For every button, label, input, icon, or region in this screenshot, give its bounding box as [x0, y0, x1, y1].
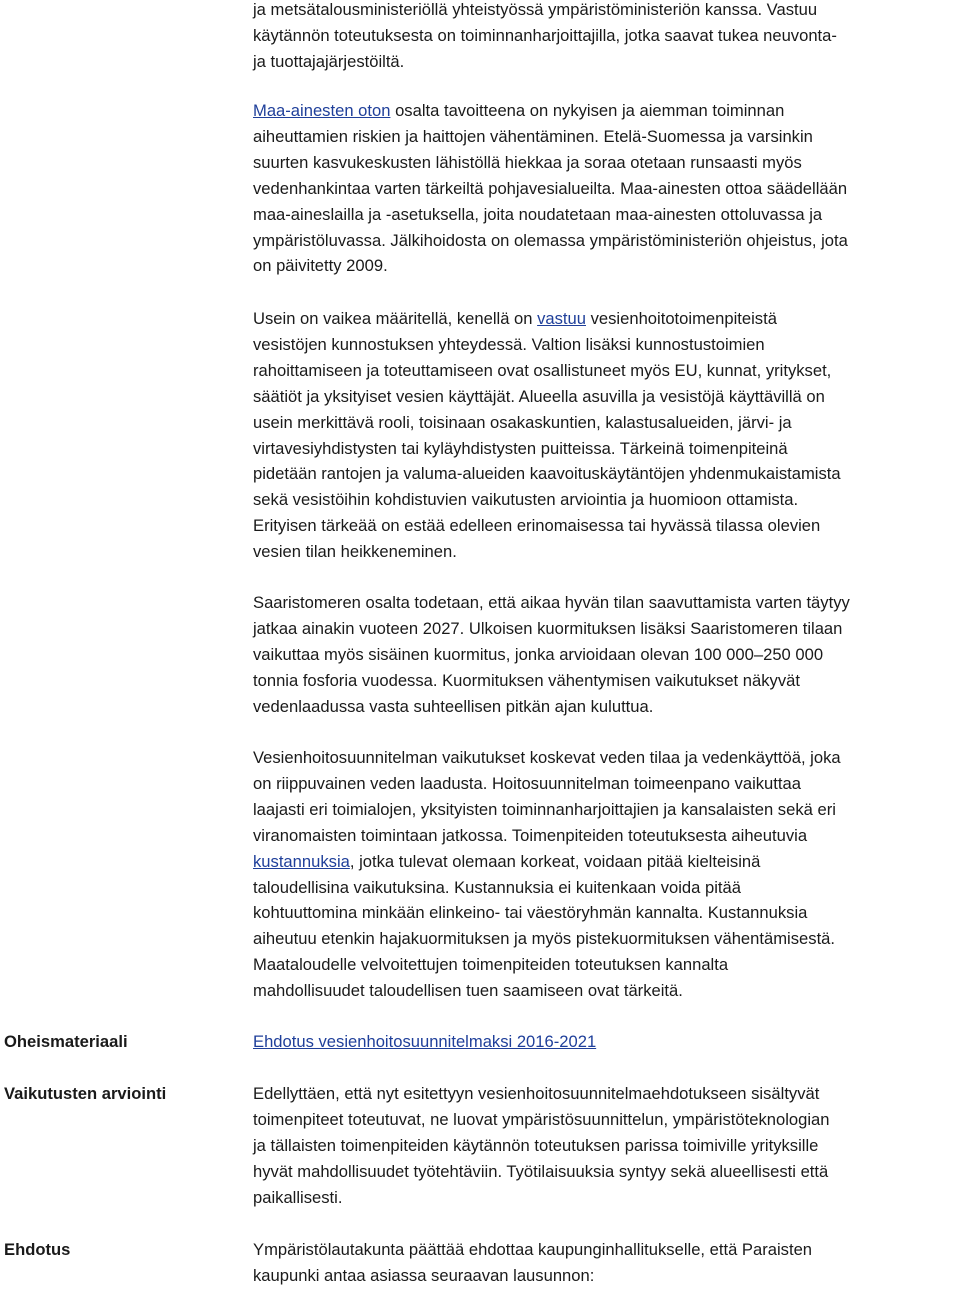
- paragraph-archipelago-sea: [253, 590, 960, 720]
- text-line: [253, 98, 960, 124]
- text-line: ja tällaisten toimenpiteiden käytännön toteutuksen parissa toimiville yrityksille: [253, 1135, 819, 1155]
- text-line: säätiöt ja yksityiset vesien käyttäjät. Alueella asuvilla ja vesistöjä käyttävillä on: [253, 386, 825, 406]
- text-line: Erityisen tärkeää on estää edelleen erinomaisessa tai hyvässä tilassa olevien: [253, 516, 821, 536]
- paragraph-soil-extraction: [253, 98, 960, 279]
- text-line: maa-aineslailla ja -asetuksella, joita noudatetaan maa-ainesten ottoluvassa ja: [253, 204, 823, 224]
- text-line: käytännön toteutuksesta on toiminnanharjoittajilla, jotka saavat tukea neuvonta-: [253, 25, 837, 45]
- text-line: ympäristöluvassa. Jälkihoidosta on olemassa ympäristöministeriön ohjeistus, jota: [253, 230, 848, 250]
- text-line: suurten kasvukeskusten lähistöllä hiekkaa ja soraa otetaan runsaasti myös: [253, 152, 802, 172]
- text-line: toimenpiteet toteutuvat, ne luovat ympäristösuunnittelun, ympäristöteknologian: [253, 1109, 830, 1129]
- text-line: aiheuttamien riskien ja haittojen vähentäminen. Etelä-Suomessa ja varsinkin: [253, 126, 813, 146]
- text-line: jatkaa ainakin vuoteen 2027. Ulkoisen kuormituksen lisäksi Saaristomeren tilaan: [253, 618, 843, 638]
- text-line: vesien tilan heikkeneminen.: [253, 542, 457, 562]
- text-line: vaikuttaa myös sisäinen kuormitus, jonka arvioidaan olevan 100 000–250 000: [253, 644, 824, 664]
- text-fragment: osalta tavoitteena on nykyisen ja aiemman toiminnan: [390, 101, 785, 120]
- text-line: aiheutuu etenkin hajakuormituksen ja myös pistekuormituksen vähentämisestä.: [253, 929, 836, 949]
- text-fragment: Usein on vaikea määritellä, kenellä on: [253, 309, 538, 328]
- paragraph-responsibility: [253, 0, 960, 75]
- paragraph-plan-impacts: [253, 745, 960, 1004]
- text-line: hyvät mahdollisuudet työtehtäviin. Työtilaisuuksia syntyy sekä alueellisesti että: [253, 1161, 829, 1181]
- text-line: vedenlaadussa vasta suhteellisen pitkän ajan kuluttua.: [253, 696, 654, 716]
- impact-assessment-content: [253, 1081, 960, 1211]
- text-line: [253, 1029, 960, 1055]
- text-line: paikallisesti.: [253, 1187, 343, 1207]
- text-line: mahdollisuudet taloudellisen tuen saamiseen ovat tärkeitä.: [253, 981, 683, 1001]
- text-line: Vesienhoitosuunnitelman vaikutukset koskevat veden tilaa ja vedenkäyttöä, joka: [253, 748, 841, 767]
- impact-assessment-label: Vaikutusten arviointi: [4, 1084, 167, 1103]
- paragraph-water-restoration: [253, 306, 960, 565]
- text-line: sekä vesistöihin kohdistuvien vaikutusten arviointia ja huomioon ottamista.: [253, 490, 799, 510]
- text-line: rahoittamiseen ja toteuttamiseen ovat osallistuneet myös EU, kunnat, yritykset,: [253, 360, 832, 380]
- text-line: kohtuuttomina minkään elinkeino- tai väestöryhmän kannalta. Kustannuksia: [253, 903, 808, 923]
- text-line: Maataloudelle velvoitettujen toimenpiteiden toteutuksen kannalta: [253, 955, 729, 975]
- text-line: ja metsätalousministeriöllä yhteistyössä ympäristöministeriön kanssa. Vastuu: [253, 0, 818, 19]
- text-line: Ympäristölautakunta päättää ehdottaa kaupunginhallitukselle, että Paraisten: [253, 1240, 813, 1259]
- text-line: pidetään rantojen ja valuma-alueiden kaavoituskäytäntöjen yhdenmukaistamista: [253, 464, 841, 484]
- text-line: taloudellisina vaikutuksina. Kustannuksia ei kuitenkaan voida pitää: [253, 877, 741, 897]
- text-line: viranomaisten toimintaan jatkossa. Toimenpiteiden toteutuksesta aiheutuvia: [253, 825, 808, 845]
- text-line: ja tuottajajärjestöiltä.: [253, 51, 405, 71]
- costs-link[interactable]: kustannuksia: [253, 851, 350, 871]
- attachment-content: [253, 1029, 960, 1055]
- text-line: on päivitetty 2009.: [253, 256, 388, 276]
- text-line: on riippuvainen veden laadusta. Hoitosuunnitelman toimeenpano vaikuttaa: [253, 773, 801, 793]
- text-line: kaupunki antaa asiassa seuraavan lausunnon:: [253, 1265, 595, 1285]
- text-line: [253, 849, 960, 875]
- text-line: tonnia fosforia vuodessa. Kuormituksen vähentymisen vaikutukset näkyvät: [253, 670, 800, 690]
- water-management-plan-link[interactable]: Ehdotus vesienhoitosuunnitelmaksi 2016-2021: [253, 1032, 597, 1051]
- proposal-content: [253, 1237, 960, 1289]
- text-line: Saaristomeren osalta todetaan, että aikaa hyvän tilan saavuttamista varten täytyy: [253, 593, 850, 612]
- text-line: Edellyttäen, että nyt esitettyyn vesienhoitosuunnitelmaehdotukseen sisältyvät: [253, 1084, 820, 1103]
- text-line: laajasti eri toimialojen, yksityisten toiminnanharjoittajien ja kansalaisten sekä eri: [253, 799, 836, 819]
- text-line: vedenhankintaa varten tärkeiltä pohjavesialueilta. Maa-ainesten ottoa säädellään: [253, 178, 848, 198]
- responsibility-link[interactable]: vastuu: [537, 309, 586, 328]
- attachment-label: Oheismateriaali: [4, 1032, 128, 1051]
- text-fragment: , jotka tulevat olemaan korkeat, voidaan pitää kielteisinä: [349, 851, 761, 871]
- text-line: vesistöjen kunnostuksen yhteydessä. Valtion lisäksi kunnostustoimien: [253, 334, 765, 354]
- soil-extraction-link[interactable]: Maa-ainesten oton: [253, 101, 391, 120]
- text-line: [253, 306, 960, 332]
- text-line: virtavesiyhdistysten tai kyläyhdistysten puitteissa. Tärkeinä toimenpiteinä: [253, 438, 788, 458]
- text-fragment: vesienhoitotoimenpiteistä: [586, 309, 777, 328]
- text-line: usein merkittävä rooli, toisinaan osakaskuntien, kalastusalueiden, järvi- ja: [253, 412, 792, 432]
- proposal-label: Ehdotus: [4, 1240, 71, 1259]
